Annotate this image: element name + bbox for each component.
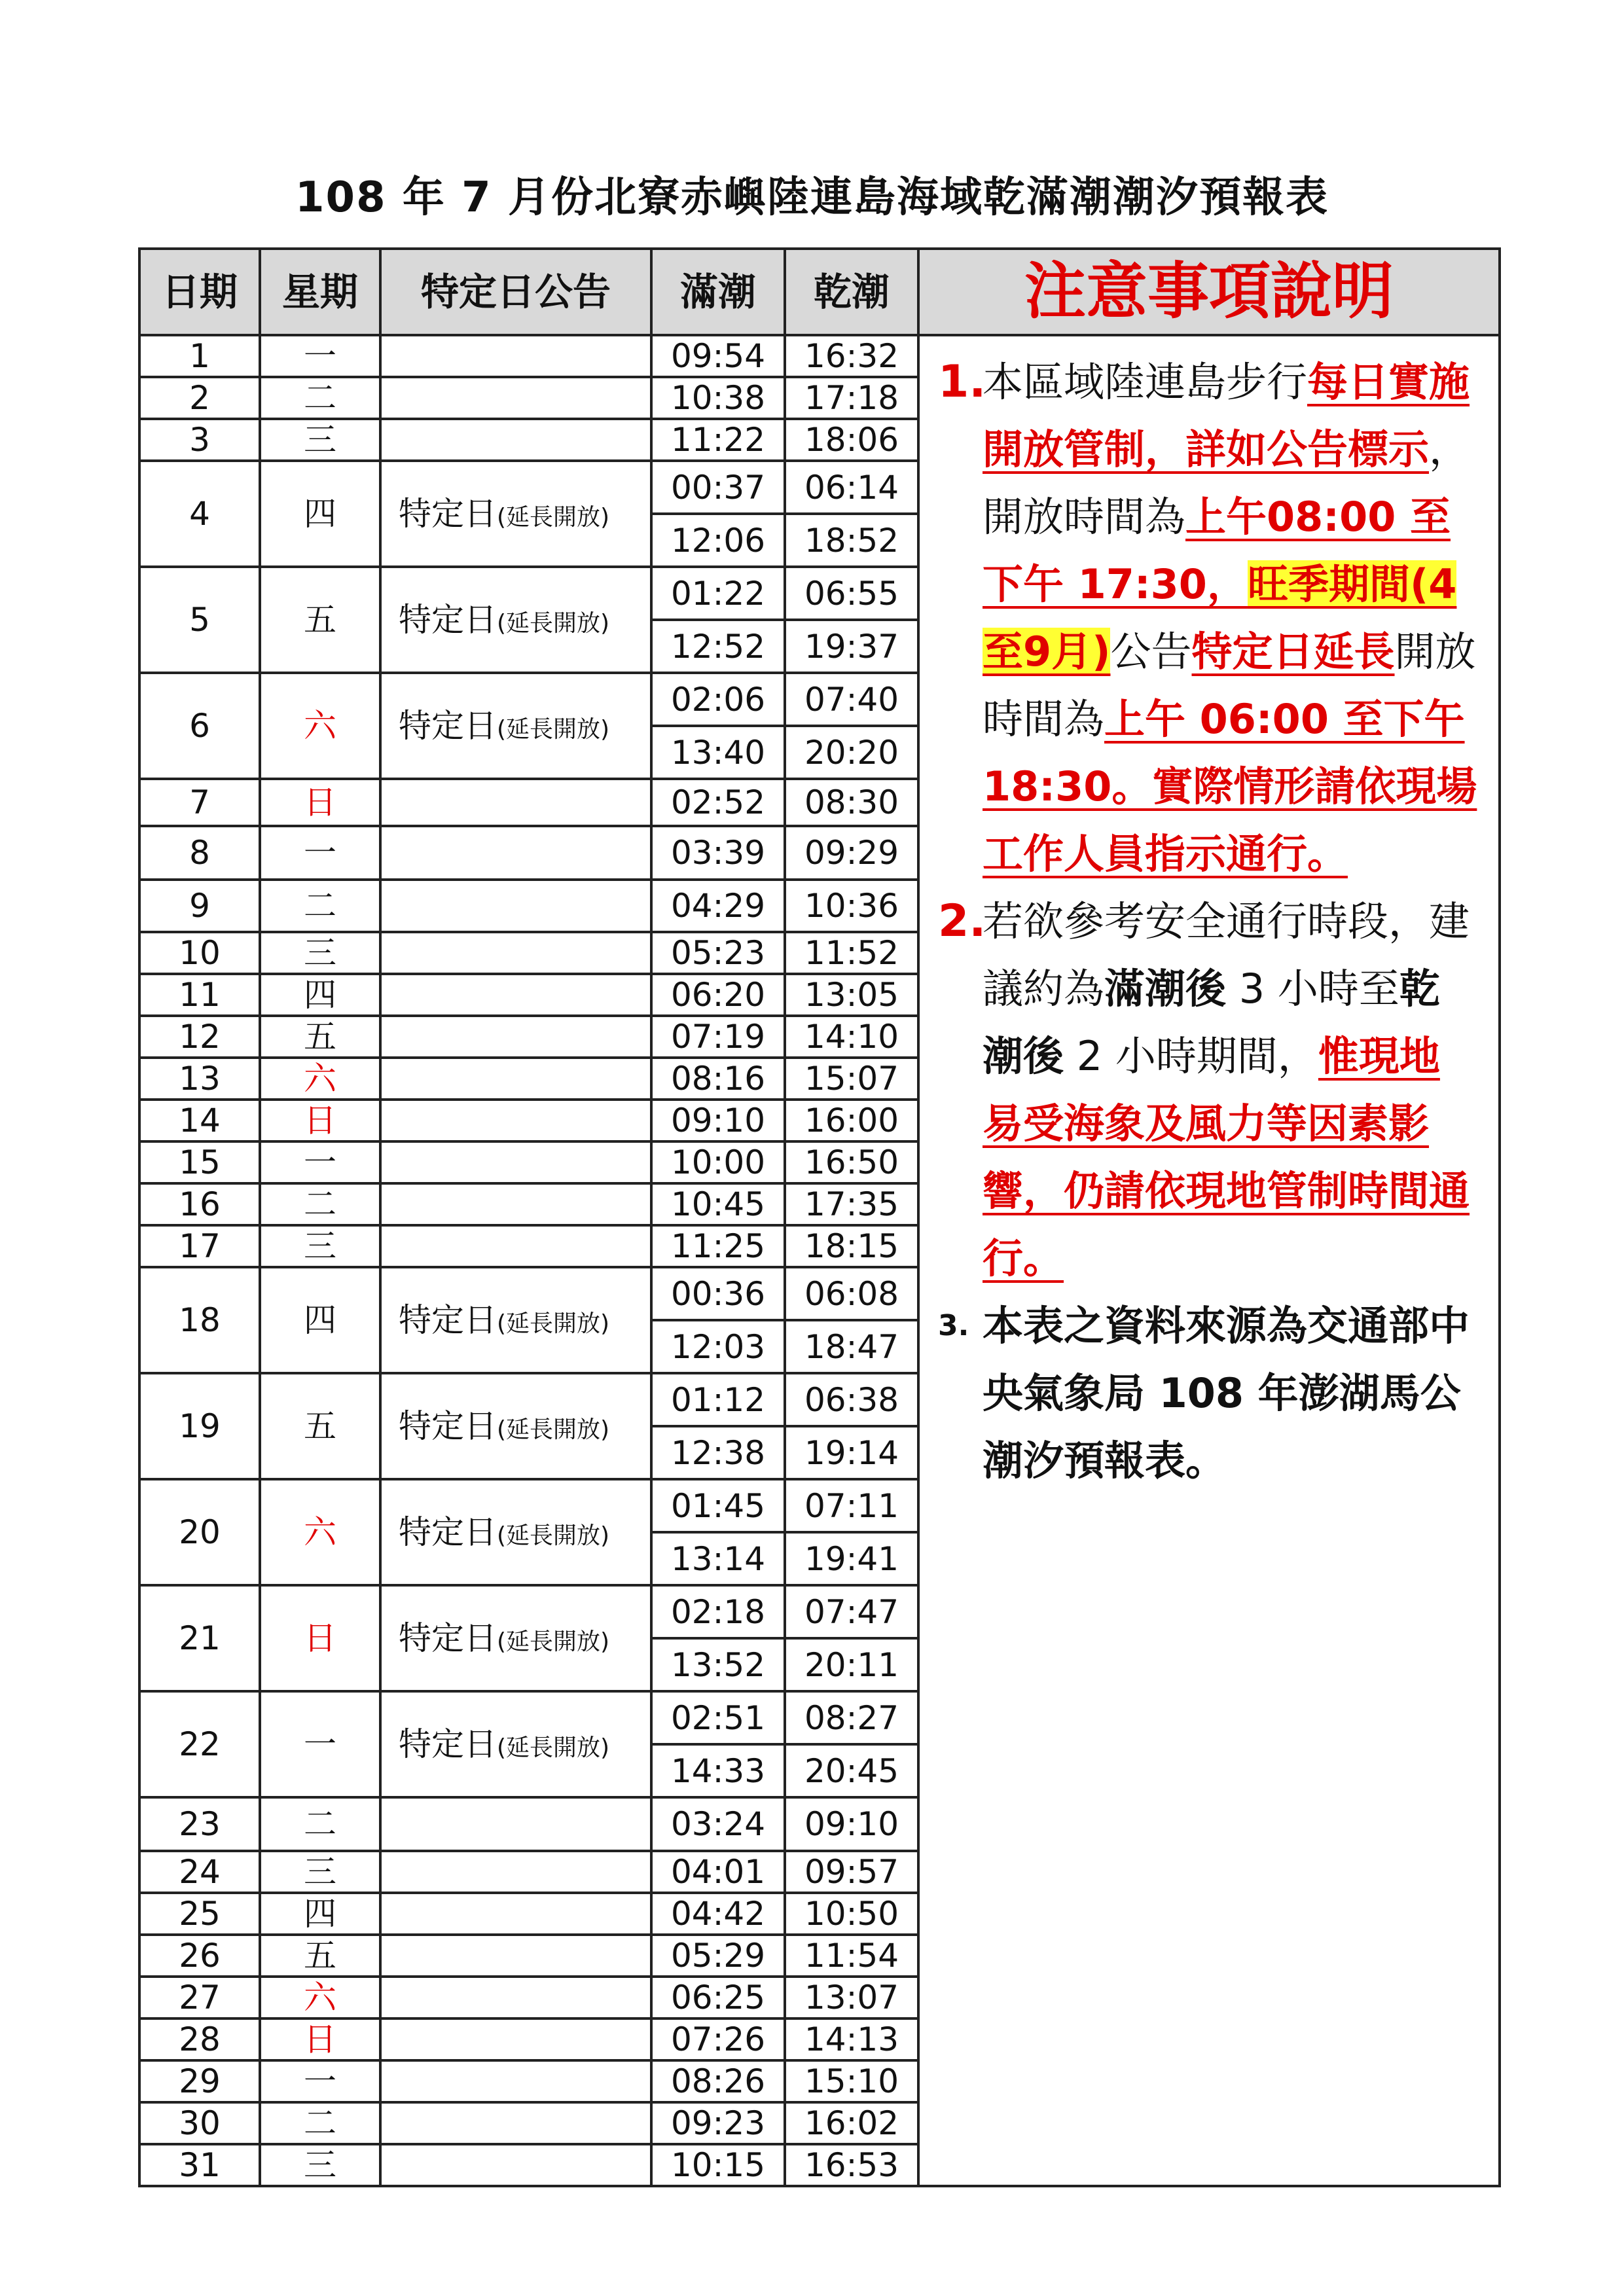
low-tide-cell: 17:35	[785, 1183, 918, 1225]
note-1-text-g: 開放時間為	[983, 628, 1476, 743]
note-2-text-b: 滿潮後	[1104, 965, 1227, 1013]
high-tide-cell: 05:29	[651, 1935, 785, 1977]
date-cell: 24	[139, 1851, 260, 1893]
weekday-cell: 一	[260, 335, 380, 377]
high-tide-cell: 10:38	[651, 377, 785, 419]
special-day-cell	[380, 567, 651, 673]
weekday-cell: 二	[260, 2102, 380, 2144]
low-tide-cell: 06:55	[785, 567, 918, 620]
low-tide-cell: 19:14	[785, 1426, 918, 1479]
header-notes: 注意事項說明	[918, 249, 1500, 335]
date-cell: 15	[139, 1141, 260, 1183]
header-low-tide: 乾潮	[785, 249, 918, 335]
date-cell: 14	[139, 1100, 260, 1141]
low-tide-cell: 11:52	[785, 932, 918, 974]
date-cell: 30	[139, 2102, 260, 2144]
special-day-cell	[380, 2060, 651, 2102]
notes-cell	[918, 335, 1500, 2186]
special-day-cell	[380, 1183, 651, 1225]
note-3-text: 本表之資料來源為交通部中央氣象局 108 年澎湖馬公潮汐預報表。	[983, 1302, 1470, 1484]
date-cell: 29	[139, 2060, 260, 2102]
low-tide-cell: 07:11	[785, 1479, 918, 1532]
high-tide-cell: 04:42	[651, 1893, 785, 1935]
page-title: 108 年 7 月份北寮赤嶼陸連島海域乾滿潮潮汐預報表	[295, 173, 1329, 222]
special-day-note: (延長開放)	[497, 1522, 610, 1549]
weekday-cell: 四	[260, 974, 380, 1016]
date-cell: 16	[139, 1183, 260, 1225]
special-day-cell	[380, 1977, 651, 2018]
note-1-number: 1.	[938, 356, 986, 408]
special-day-cell	[380, 1691, 651, 1797]
weekday-cell: 二	[260, 880, 380, 932]
date-cell: 1	[139, 335, 260, 377]
low-tide-cell: 06:08	[785, 1267, 918, 1320]
special-day-cell	[380, 1267, 651, 1373]
low-tide-cell: 10:36	[785, 880, 918, 932]
special-day-cell	[380, 1893, 651, 1935]
low-tide-cell: 07:40	[785, 673, 918, 726]
low-tide-cell: 19:41	[785, 1532, 918, 1585]
special-day-cell	[380, 974, 651, 1016]
high-tide-cell: 11:22	[651, 419, 785, 461]
low-tide-cell: 20:11	[785, 1638, 918, 1691]
low-tide-cell: 18:15	[785, 1225, 918, 1267]
low-tide-cell: 16:53	[785, 2144, 918, 2186]
weekday-cell: 五	[260, 1373, 380, 1479]
low-tide-cell: 19:37	[785, 620, 918, 673]
date-cell: 22	[139, 1691, 260, 1797]
date-cell: 11	[139, 974, 260, 1016]
high-tide-cell: 10:45	[651, 1183, 785, 1225]
high-tide-cell: 02:52	[651, 779, 785, 826]
low-tide-cell: 08:27	[785, 1691, 918, 1744]
special-day-cell	[380, 932, 651, 974]
low-tide-cell: 17:18	[785, 377, 918, 419]
date-cell: 6	[139, 673, 260, 779]
low-tide-cell: 16:00	[785, 1100, 918, 1141]
special-day-cell	[380, 377, 651, 419]
note-3	[938, 1292, 1479, 1494]
special-day-cell	[380, 1935, 651, 1977]
weekday-cell: 五	[260, 567, 380, 673]
date-cell: 20	[139, 1479, 260, 1585]
high-tide-cell: 11:25	[651, 1225, 785, 1267]
high-tide-cell: 09:10	[651, 1100, 785, 1141]
note-2-text-a: 若欲參考安全通行時段，建議約為	[983, 897, 1470, 1013]
note-2-text-e: 2 小時期間，	[1064, 1032, 1318, 1080]
weekday-cell: 二	[260, 1797, 380, 1851]
note-2-text-f: 惟現地易受海象及風力等因素影響，仍請依現地管制時間通行。	[983, 1032, 1470, 1282]
low-tide-cell: 20:45	[785, 1744, 918, 1797]
special-day-note: (延長開放)	[497, 610, 610, 637]
high-tide-cell: 12:06	[651, 514, 785, 567]
special-day-cell	[380, 1141, 651, 1183]
note-1-highlight: 旺季期間(4至9月)	[983, 560, 1457, 675]
high-tide-cell: 08:26	[651, 2060, 785, 2102]
header-weekday: 星期	[260, 249, 380, 335]
date-cell: 25	[139, 1893, 260, 1935]
weekday-cell: 四	[260, 461, 380, 567]
weekday-cell: 日	[260, 779, 380, 826]
low-tide-cell: 09:29	[785, 826, 918, 880]
special-day-cell	[380, 1585, 651, 1691]
high-tide-cell: 04:29	[651, 880, 785, 932]
date-cell: 23	[139, 1797, 260, 1851]
low-tide-cell: 06:14	[785, 461, 918, 514]
low-tide-cell: 14:10	[785, 1016, 918, 1058]
note-1-text-f: 特定日延長	[1191, 628, 1395, 675]
special-day-cell	[380, 1225, 651, 1267]
header-special-day: 特定日公告	[380, 249, 651, 335]
high-tide-cell: 07:19	[651, 1016, 785, 1058]
table-body	[139, 335, 1500, 2186]
low-tide-cell: 16:32	[785, 335, 918, 377]
low-tide-cell: 10:50	[785, 1893, 918, 1935]
weekday-cell: 日	[260, 1585, 380, 1691]
high-tide-cell: 00:37	[651, 461, 785, 514]
low-tide-cell: 11:54	[785, 1935, 918, 1977]
weekday-cell: 一	[260, 1691, 380, 1797]
note-1-text-a: 本區域陸連島步行	[983, 358, 1308, 406]
weekday-cell: 三	[260, 932, 380, 974]
weekday-cell: 五	[260, 1016, 380, 1058]
low-tide-cell: 06:38	[785, 1373, 918, 1426]
weekday-cell: 一	[260, 826, 380, 880]
note-1-text-c: ，開放時間為	[983, 425, 1470, 541]
special-day-cell	[380, 673, 651, 779]
high-tide-cell: 13:40	[651, 726, 785, 779]
note-1-text-b: 每日實施開放管制，詳如公告標示	[983, 358, 1470, 473]
high-tide-cell: 03:24	[651, 1797, 785, 1851]
date-cell: 3	[139, 419, 260, 461]
low-tide-cell: 14:13	[785, 2018, 918, 2060]
date-cell: 13	[139, 1058, 260, 1100]
special-day-cell	[380, 1797, 651, 1851]
header-high-tide: 滿潮	[651, 249, 785, 335]
special-day-cell	[380, 2102, 651, 2144]
low-tide-cell: 16:02	[785, 2102, 918, 2144]
high-tide-cell: 04:01	[651, 1851, 785, 1893]
high-tide-cell: 03:39	[651, 826, 785, 880]
high-tide-cell: 12:03	[651, 1320, 785, 1373]
weekday-cell: 三	[260, 1225, 380, 1267]
special-day-note: (延長開放)	[497, 1416, 610, 1443]
high-tide-cell: 05:23	[651, 932, 785, 974]
weekday-cell: 二	[260, 1183, 380, 1225]
weekday-cell: 六	[260, 1479, 380, 1585]
special-day-note: (延長開放)	[497, 1310, 610, 1337]
weekday-cell: 四	[260, 1893, 380, 1935]
high-tide-cell: 14:33	[651, 1744, 785, 1797]
table-header-row	[139, 249, 1500, 335]
weekday-cell: 三	[260, 1851, 380, 1893]
low-tide-cell: 13:07	[785, 1977, 918, 2018]
high-tide-cell: 09:23	[651, 2102, 785, 2144]
low-tide-cell: 07:47	[785, 1585, 918, 1638]
high-tide-cell: 10:15	[651, 2144, 785, 2186]
date-cell: 21	[139, 1585, 260, 1691]
special-day-label: 特定日	[399, 707, 497, 745]
special-day-label: 特定日	[399, 1619, 497, 1657]
low-tide-cell: 08:30	[785, 779, 918, 826]
special-day-cell	[380, 1058, 651, 1100]
high-tide-cell: 06:25	[651, 1977, 785, 2018]
high-tide-cell: 12:38	[651, 1426, 785, 1479]
special-day-cell	[380, 1479, 651, 1585]
special-day-cell	[380, 419, 651, 461]
date-cell: 28	[139, 2018, 260, 2060]
high-tide-cell: 00:36	[651, 1267, 785, 1320]
special-day-note: (延長開放)	[497, 1628, 610, 1655]
date-cell: 17	[139, 1225, 260, 1267]
high-tide-cell: 02:51	[651, 1691, 785, 1744]
weekday-cell: 一	[260, 1141, 380, 1183]
special-day-cell	[380, 2144, 651, 2186]
high-tide-cell: 06:20	[651, 974, 785, 1016]
table-row	[139, 335, 1500, 377]
date-cell: 2	[139, 377, 260, 419]
special-day-note: (延長開放)	[497, 504, 610, 531]
high-tide-cell: 07:26	[651, 2018, 785, 2060]
special-day-label: 特定日	[399, 601, 497, 639]
weekday-cell: 六	[260, 1058, 380, 1100]
weekday-cell: 三	[260, 2144, 380, 2186]
high-tide-cell: 01:22	[651, 567, 785, 620]
special-day-label: 特定日	[399, 1513, 497, 1551]
special-day-note: (延長開放)	[497, 1734, 610, 1761]
low-tide-cell: 15:07	[785, 1058, 918, 1100]
date-cell: 9	[139, 880, 260, 932]
high-tide-cell: 13:14	[651, 1532, 785, 1585]
note-1-text-d: 上午08:00 至下午 17:30，	[983, 493, 1451, 608]
low-tide-cell: 18:47	[785, 1320, 918, 1373]
special-day-cell	[380, 1851, 651, 1893]
special-day-cell	[380, 1016, 651, 1058]
special-day-label: 特定日	[399, 1301, 497, 1339]
special-day-cell	[380, 1373, 651, 1479]
note-2	[938, 888, 1479, 1292]
low-tide-cell: 16:50	[785, 1141, 918, 1183]
date-cell: 31	[139, 2144, 260, 2186]
date-cell: 8	[139, 826, 260, 880]
low-tide-cell: 18:52	[785, 514, 918, 567]
special-day-note: (延長開放)	[497, 716, 610, 743]
note-1-text-e: 公告	[1110, 628, 1192, 675]
high-tide-cell: 02:18	[651, 1585, 785, 1638]
date-cell: 18	[139, 1267, 260, 1373]
date-cell: 10	[139, 932, 260, 974]
special-day-cell	[380, 880, 651, 932]
date-cell: 5	[139, 567, 260, 673]
high-tide-cell: 08:16	[651, 1058, 785, 1100]
low-tide-cell: 15:10	[785, 2060, 918, 2102]
date-cell: 7	[139, 779, 260, 826]
high-tide-cell: 09:54	[651, 335, 785, 377]
high-tide-cell: 02:06	[651, 673, 785, 726]
header-date: 日期	[139, 249, 260, 335]
note-1-text-h: 上午 06:00 至下午18:30。實際情形請依現場工作人員指示通行。	[983, 695, 1477, 878]
high-tide-cell: 10:00	[651, 1141, 785, 1183]
special-day-label: 特定日	[399, 1725, 497, 1763]
special-day-cell	[380, 826, 651, 880]
note-2-number: 2.	[938, 895, 986, 947]
date-cell: 4	[139, 461, 260, 567]
high-tide-cell: 01:12	[651, 1373, 785, 1426]
note-2-text-d: 乾潮後	[983, 965, 1440, 1080]
weekday-cell: 六	[260, 673, 380, 779]
date-cell: 27	[139, 1977, 260, 2018]
note-2-text-c: 3 小時至	[1226, 965, 1399, 1013]
special-day-cell	[380, 335, 651, 377]
weekday-cell: 日	[260, 1100, 380, 1141]
note-3-number: 3.	[938, 1309, 969, 1342]
note-1	[938, 348, 1479, 888]
date-cell: 19	[139, 1373, 260, 1479]
date-cell: 26	[139, 1935, 260, 1977]
weekday-cell: 二	[260, 377, 380, 419]
special-day-cell	[380, 461, 651, 567]
weekday-cell: 日	[260, 2018, 380, 2060]
low-tide-cell: 09:57	[785, 1851, 918, 1893]
special-day-label: 特定日	[399, 1407, 497, 1445]
special-day-label: 特定日	[399, 495, 497, 533]
notes-box	[920, 336, 1498, 1494]
low-tide-cell: 13:05	[785, 974, 918, 1016]
low-tide-cell: 09:10	[785, 1797, 918, 1851]
weekday-cell: 一	[260, 2060, 380, 2102]
weekday-cell: 三	[260, 419, 380, 461]
weekday-cell: 六	[260, 1977, 380, 2018]
date-cell: 12	[139, 1016, 260, 1058]
high-tide-cell: 01:45	[651, 1479, 785, 1532]
high-tide-cell: 12:52	[651, 620, 785, 673]
low-tide-cell: 18:06	[785, 419, 918, 461]
weekday-cell: 五	[260, 1935, 380, 1977]
special-day-cell	[380, 1100, 651, 1141]
special-day-cell	[380, 779, 651, 826]
tide-table	[138, 247, 1501, 2187]
low-tide-cell: 20:20	[785, 726, 918, 779]
weekday-cell: 四	[260, 1267, 380, 1373]
special-day-cell	[380, 2018, 651, 2060]
high-tide-cell: 13:52	[651, 1638, 785, 1691]
